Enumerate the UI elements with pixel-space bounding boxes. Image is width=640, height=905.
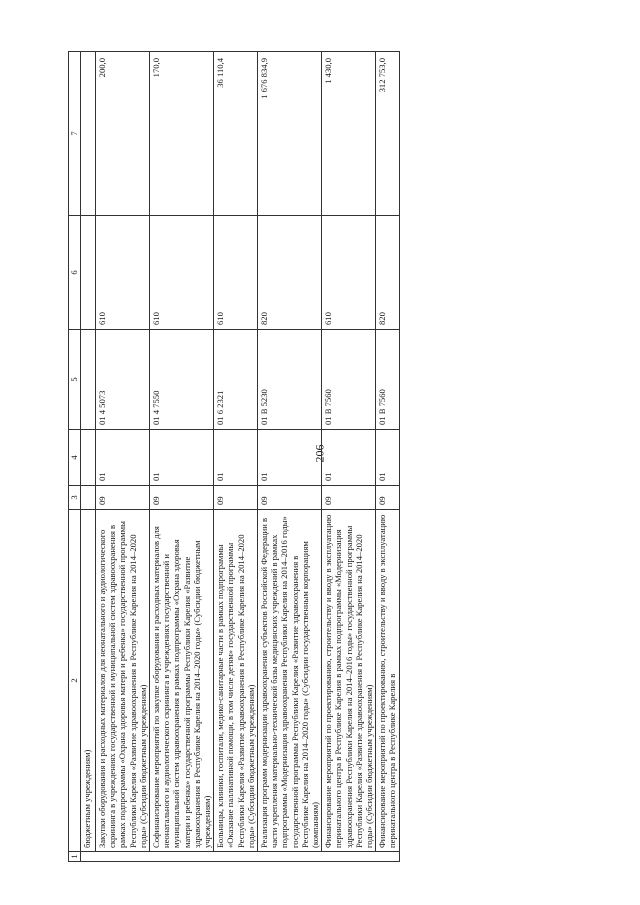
table-row	[322, 52, 376, 862]
expense-type-code: 610	[96, 216, 150, 330]
header-col-5: 5	[69, 330, 81, 430]
target-article-code: 01 4 7550	[150, 330, 214, 430]
header-col-7: 7	[69, 52, 81, 216]
page-number: 206	[312, 444, 327, 463]
ministry-code: 09	[258, 486, 322, 510]
header-col-1: 1	[69, 852, 81, 862]
row-description: бюджетным учреждениям)	[81, 510, 96, 852]
ministry-code	[81, 486, 96, 510]
target-article-code: 01 6 2321	[214, 330, 258, 430]
row-description: Закупки оборудования и расходных материалов для неонатального и аудиологического скрининга в учреждениях государственной и муниципальной систем здравоохранения в рамках подпрограммы «Охрана здоровья матери и ребенка» государственной программы Республики Карелия «Развитие здравоохранения в Республике Карелия на 2014–2020 годы» (Субсидии бюджетным учреждениям)	[96, 510, 150, 852]
amount: 312 753,0	[376, 52, 399, 216]
ministry-code: 09	[376, 486, 399, 510]
budget-table	[68, 51, 400, 862]
header-col-3: 3	[69, 486, 81, 510]
expense-type-code: 610	[322, 216, 376, 330]
ministry-code: 09	[322, 486, 376, 510]
expense-type-code: 610	[214, 216, 258, 330]
amount: 170,0	[150, 52, 214, 216]
section-code: 01	[96, 430, 150, 486]
ministry-code: 09	[214, 486, 258, 510]
target-article-code	[81, 330, 96, 430]
table-row	[376, 52, 399, 862]
row-description: Софинансирование мероприятий по закупке оборудования и расходных материалов для неонатального и аудиологического скрининга в учреждениях государственной и муниципальной систем здравоохранения в рамках подпрограммы «Охрана здоровья матери и ребенка» государственной программы Республики Карелия «Развитие здравоохранения в Республике Карелия на 2014–2020 годы» (Субсидии бюджетным учреждениям)	[150, 510, 214, 852]
section-code: 01	[150, 430, 214, 486]
header-col-4: 4	[69, 430, 81, 486]
target-article-code: 01 В 7560	[376, 330, 399, 430]
section-code: 01	[376, 430, 399, 486]
target-article-code: 01 В 5230	[258, 330, 322, 430]
amount: 36 110,4	[214, 52, 258, 216]
table-row	[81, 52, 96, 862]
header-col-6: 6	[69, 216, 81, 330]
budget-table-container	[68, 52, 608, 862]
ministry-code: 09	[150, 486, 214, 510]
row-description: Реализация программ модернизации здравоохранения субъектов Российской Федерации в части укрепления материально-технической базы медицинских учреждений в рамках подпрограммы «Модернизация здравоохранения Республики Карелия на 2014–2016 годы» государственной программы Республики Карелия «Развитие здравоохранения в Республике Карелия на 2014–2020 годы» (Субсидии государственным корпорациям (компаниям)	[258, 510, 322, 852]
section-code	[81, 430, 96, 486]
amount: 200,0	[96, 52, 150, 216]
row-description: Финансирование мероприятий по проектированию, строительству и вводу в эксплуатацию перинатального центра в Республике Карелия в	[376, 510, 399, 852]
expense-type-code: 820	[258, 216, 322, 330]
amount	[81, 52, 96, 216]
header-col-2: 2	[69, 510, 81, 852]
table-row	[258, 52, 322, 862]
table-row	[150, 52, 214, 862]
target-article-code: 01 В 7560	[322, 330, 376, 430]
target-article-code: 01 4 5073	[96, 330, 150, 430]
section-code: 01	[322, 430, 376, 486]
table-row	[214, 52, 258, 862]
table-row	[96, 52, 150, 862]
expense-type-code: 610	[150, 216, 214, 330]
expense-type-code	[81, 216, 96, 330]
ministry-code: 09	[96, 486, 150, 510]
amount: 1 676 834,9	[258, 52, 322, 216]
table-header-row	[69, 52, 81, 862]
row-description: Больницы, клиники, госпитали, медико-санитарные части в рамках подпрограммы «Оказание паллиативной помощи, в том числе детям» государственной программы Республики Карелия «Развитие здравоохранения в Республике Карелия на 2014–2020 годы» (Субсидии бюджетным учреждениям)	[214, 510, 258, 852]
row-marker-cell	[81, 852, 400, 862]
expense-type-code: 820	[376, 216, 399, 330]
amount: 1 430,0	[322, 52, 376, 216]
section-code: 01	[258, 430, 322, 486]
section-code: 01	[214, 430, 258, 486]
row-description: Финансирование мероприятий по проектированию, строительству и вводу в эксплуатацию перинатального центра в Республике Карелия в рамках подпрограммы «Модернизация здравоохранения Республики Карелия на 2014–2016 годы» государственной программы Республики Карелия «Развитие здравоохранения в Республике Карелия на 2014–2020 годы» (Субсидии бюджетным учреждениям)	[322, 510, 376, 852]
